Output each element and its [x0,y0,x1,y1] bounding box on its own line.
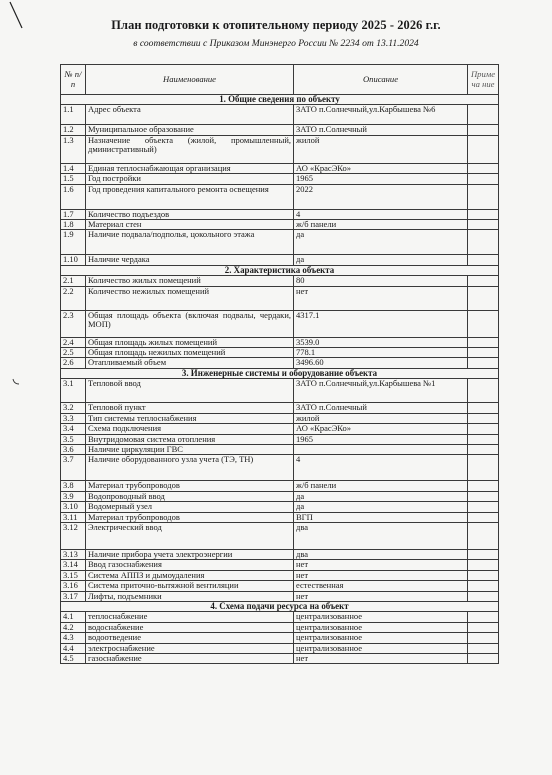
table-row [61,337,499,347]
table-row [61,522,499,549]
header-num: № п/п [61,65,86,95]
row-name: водоотведение [86,633,294,643]
row-note [468,255,499,265]
row-note [468,570,499,580]
row-number: 4.4 [61,643,86,653]
row-number: 3.1 [61,379,86,403]
row-name: Муниципальное образование [86,125,294,135]
row-name: Тип системы теплоснабжения [86,413,294,423]
row-number: 2.5 [61,348,86,358]
row-name: Год проведения капитального ремонта освещения [86,184,294,209]
row-name: Схема подключения [86,424,294,434]
row-note [468,220,499,230]
table-row [61,512,499,522]
row-note [468,591,499,601]
row-number: 4.2 [61,622,86,632]
row-number: 2.4 [61,337,86,347]
plan-table [60,64,499,664]
row-name: Материал трубопроводов [86,512,294,522]
row-description: 2022 [294,184,468,209]
row-number: 2.1 [61,276,86,286]
row-note [468,348,499,358]
row-note [468,276,499,286]
table-row [61,230,499,255]
row-name: Тепловой ввод [86,379,294,403]
row-name: Наличие прибора учета электроэнергии [86,549,294,559]
row-note [468,424,499,434]
row-number: 1.5 [61,174,86,184]
row-note [468,633,499,643]
row-description: ЗАТО п.Солнечный,ул.Карбышева №1 [294,379,468,403]
row-description: 4 [294,455,468,481]
row-name: газоснабжение [86,654,294,664]
table-row [61,135,499,163]
row-note [468,581,499,591]
row-description: два [294,522,468,549]
row-description: жилой [294,413,468,423]
table-row [61,379,499,403]
row-note [468,654,499,664]
row-name: Наличие оборудованного узла учета (ТЭ, ТН) [86,455,294,481]
row-description: нет [294,286,468,310]
table-row [61,184,499,209]
row-number: 3.2 [61,403,86,413]
row-number: 1.2 [61,125,86,135]
section-title: 1. Общие сведения по объекту [61,95,499,105]
row-name: Система АППЗ и дымоудаления [86,570,294,580]
table-row [61,348,499,358]
row-number: 3.15 [61,570,86,580]
table-row [61,255,499,265]
row-note [468,286,499,310]
header-desc: Описание [294,65,468,95]
table-row [61,633,499,643]
row-number: 3.9 [61,491,86,501]
row-description: централизованное [294,643,468,653]
row-note [468,125,499,135]
row-description: ж/б панели [294,220,468,230]
table-body [61,95,499,664]
row-number: 1.10 [61,255,86,265]
row-number: 1.7 [61,209,86,219]
row-number: 2.6 [61,358,86,368]
table-row [61,549,499,559]
row-note [468,612,499,622]
table-header-row [61,65,499,95]
row-name: Лифты, подъемники [86,591,294,601]
row-note [468,502,499,512]
row-number: 4.3 [61,633,86,643]
table-row [61,444,499,454]
row-name: Количество жилых помещений [86,276,294,286]
row-name: теплоснабжение [86,612,294,622]
row-description: нет [294,560,468,570]
row-name: Материал трубопроводов [86,481,294,491]
table-row [61,125,499,135]
row-name: водоснабжение [86,622,294,632]
row-number: 3.11 [61,512,86,522]
row-number: 3.5 [61,434,86,444]
row-description: централизованное [294,612,468,622]
row-note [468,491,499,501]
row-note [468,413,499,423]
table-row [61,286,499,310]
table-row [61,502,499,512]
row-note [468,403,499,413]
row-name: Количество подъездов [86,209,294,219]
row-description: АО «КрасЭКо» [294,424,468,434]
row-name: Ввод газоснабжения [86,560,294,570]
row-note [468,174,499,184]
row-description: нет [294,591,468,601]
row-description: 3496.60 [294,358,468,368]
document-title: План подготовки к отопительному периоду 2025 - 2026 г.г. [111,18,441,32]
row-number: 1.4 [61,163,86,173]
row-name: Электрический ввод [86,522,294,549]
row-note [468,444,499,454]
table-row [61,491,499,501]
row-description: централизованное [294,633,468,643]
row-number: 3.13 [61,549,86,559]
row-name: Назначение объекта (жилой, промышленный, дминистративный) [86,135,294,163]
row-description: ВГП [294,512,468,522]
row-description: 4 [294,209,468,219]
row-number: 2.3 [61,310,86,337]
header-note: Примеча ние [468,65,499,95]
row-number: 3.12 [61,522,86,549]
row-note [468,310,499,337]
row-name: Количество нежилых помещений [86,286,294,310]
row-name: Адрес объекта [86,105,294,125]
row-name: электроснабжение [86,643,294,653]
row-number: 4.1 [61,612,86,622]
row-name: Водопроводный ввод [86,491,294,501]
row-name: Тепловой пункт [86,403,294,413]
row-number: 3.3 [61,413,86,423]
row-number: 3.16 [61,581,86,591]
table-row [61,455,499,481]
row-number: 2.2 [61,286,86,310]
table-row [61,481,499,491]
row-name: Наличие подвала/подполья, цокольного этажа [86,230,294,255]
section-header-row [61,265,499,275]
table-row [61,643,499,653]
row-name: Общая площадь жилых помещений [86,337,294,347]
table-row [61,276,499,286]
row-number: 3.4 [61,424,86,434]
row-description: жилой [294,135,468,163]
document-subtitle: в соответствии с Приказом Минэнерго России № 2234 от 13.11.2024 [133,38,419,49]
table-row [61,434,499,444]
row-name: Отапливаемый объем [86,358,294,368]
row-description: два [294,549,468,559]
table-row [61,612,499,622]
row-description: 1965 [294,434,468,444]
row-description: ЗАТО п.Солнечный,ул.Карбышева №6 [294,105,468,125]
row-number: 3.6 [61,444,86,454]
row-number: 3.17 [61,591,86,601]
row-description: ж/б панели [294,481,468,491]
row-number: 1.8 [61,220,86,230]
row-number: 1.9 [61,230,86,255]
row-name: Единая теплоснабжающая организация [86,163,294,173]
row-note [468,481,499,491]
row-name: Материал стен [86,220,294,230]
row-description: ЗАТО п.Солнечный [294,125,468,135]
row-description: нет [294,570,468,580]
table-row [61,163,499,173]
row-note [468,163,499,173]
row-number: 3.10 [61,502,86,512]
row-description: 778.1 [294,348,468,358]
row-note [468,549,499,559]
table-row [61,560,499,570]
table-row [61,209,499,219]
row-description: да [294,230,468,255]
table-row [61,622,499,632]
section-header-row [61,95,499,105]
row-number: 1.6 [61,184,86,209]
row-note [468,105,499,125]
table-row [61,570,499,580]
row-note [468,184,499,209]
table-row [61,654,499,664]
section-title: 3. Инженерные системы и оборудование объекта [61,368,499,378]
row-name: Система приточно-вытяжной вентиляции [86,581,294,591]
table-row [61,105,499,125]
row-note [468,358,499,368]
row-note [468,522,499,549]
row-name: Водомерный узел [86,502,294,512]
table-row [61,424,499,434]
row-description: естественная [294,581,468,591]
row-description: АО «КрасЭКо» [294,163,468,173]
row-name: Общая площадь объекта (включая подвалы, чердаки, МОП) [86,310,294,337]
row-description: 4317.1 [294,310,468,337]
row-note [468,512,499,522]
row-note [468,622,499,632]
row-note [468,643,499,653]
header-name: Наименование [86,65,294,95]
table-row [61,310,499,337]
table-row [61,358,499,368]
row-note [468,560,499,570]
row-name: Общая площадь нежилых помещений [86,348,294,358]
row-name: Наличие циркуляции ГВС [86,444,294,454]
table-row [61,403,499,413]
row-number: 1.1 [61,105,86,125]
row-number: 4.5 [61,654,86,664]
row-number: 3.14 [61,560,86,570]
row-note [468,230,499,255]
row-note [468,209,499,219]
section-header-row [61,368,499,378]
row-name: Год постройки [86,174,294,184]
row-number: 1.3 [61,135,86,163]
row-note [468,455,499,481]
table-row [61,174,499,184]
row-note [468,434,499,444]
row-description [294,444,468,454]
table-row [61,413,499,423]
row-description: 3539.0 [294,337,468,347]
row-description: 1965 [294,174,468,184]
section-title: 4. Схема подачи ресурса на объект [61,601,499,611]
row-number: 3.7 [61,455,86,481]
table-row [61,591,499,601]
row-description: централизованное [294,622,468,632]
row-description: нет [294,654,468,664]
row-description: да [294,502,468,512]
row-name: Внутридомовая система отопления [86,434,294,444]
row-note [468,379,499,403]
section-title: 2. Характеристика объекта [61,265,499,275]
row-note [468,337,499,347]
row-note [468,135,499,163]
table-row [61,220,499,230]
row-number: 3.8 [61,481,86,491]
row-name: Наличие чердака [86,255,294,265]
row-description: ЗАТО п.Солнечный [294,403,468,413]
row-description: 80 [294,276,468,286]
table-row [61,581,499,591]
section-header-row [61,601,499,611]
row-description: да [294,255,468,265]
row-description: да [294,491,468,501]
scan-tick-icon [12,378,20,386]
